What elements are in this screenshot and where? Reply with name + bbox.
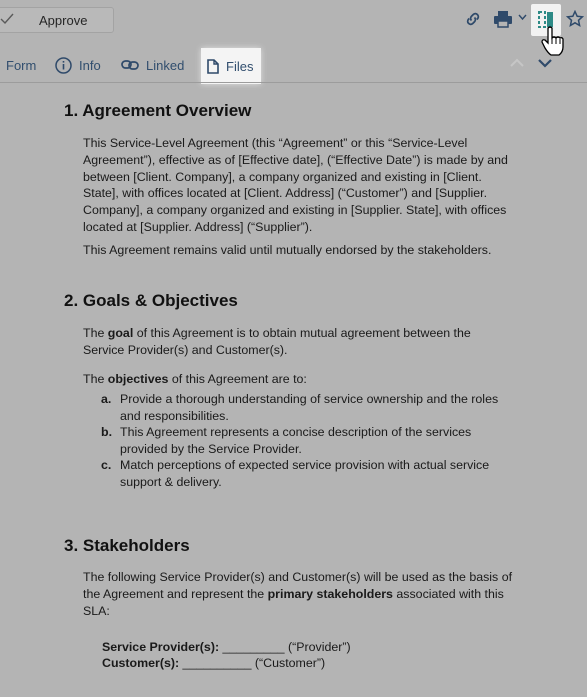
list-marker: a.	[101, 392, 112, 406]
stakeholders-pre-text: The following Service Provider(s) and Customer(s) will be used as the basis of the Agreement and represent the	[83, 570, 513, 601]
list-text: Match perceptions of expected service provision with actual service support & delivery.	[120, 458, 490, 489]
chevron-down-icon[interactable]	[537, 58, 553, 68]
tab-info-label: Info	[79, 57, 101, 73]
list-marker: b.	[101, 425, 113, 439]
customer-line	[102, 655, 325, 671]
approve-button[interactable]	[0, 7, 114, 33]
toolbar	[0, 0, 587, 42]
star-icon[interactable]	[566, 10, 584, 28]
list-marker: c.	[101, 458, 112, 472]
goal-paragraph	[83, 325, 483, 359]
divider	[0, 82, 587, 83]
check-icon	[0, 12, 14, 26]
approve-label: Approve	[39, 13, 88, 28]
caret-down-icon[interactable]	[518, 14, 527, 21]
tab-bar	[0, 48, 587, 82]
provider-label: Service Provider(s):	[102, 640, 220, 654]
tab-files-label: Files	[226, 58, 254, 74]
file-icon	[207, 59, 219, 74]
section-2-heading: 2. Goals & Objectives	[64, 291, 238, 310]
obj-bold-text: objectives	[107, 372, 169, 386]
tab-linked-label: Linked	[146, 57, 185, 73]
list-text: Provide a thorough understanding of service ownership and the roles and responsibilities.	[120, 392, 499, 423]
print-icon[interactable]	[493, 10, 513, 28]
stakeholders-paragraph	[83, 569, 519, 619]
provider-value: _________ (“Provider”)	[219, 640, 351, 654]
tab-linked[interactable]	[121, 48, 184, 82]
goal-pre-text: The	[83, 326, 108, 340]
link-icon[interactable]	[464, 10, 482, 28]
customer-value: __________ (“Customer”)	[179, 656, 326, 670]
goal-post-text: of this Agreement is to obtain mutual agreement between the Service Provider(s) and Customer(s).	[83, 326, 471, 357]
chevron-up-icon[interactable]	[509, 58, 525, 68]
section-1-paragraph-1: This Service-Level Agreement (this “Agreement” or this “Service-Level Agreement”), effective as of [Effective date], (“Effective Date”) is made by and between [Client. Company], a company organized and existing in [Client. State], with offices located at [Client. Address] (“Customer”) and [Supplier. Company], a company organized and existing in [Supplier. State], with offices located at [Supplier. Address] (“Supplier”).	[83, 136, 508, 234]
section-1-paragraph-2: This Agreement remains valid until mutually endorsed by the stakeholders.	[83, 243, 492, 257]
obj-post-text: of this Agreement are to:	[168, 372, 307, 386]
stakeholders-bold-text: primary stakeholders	[267, 586, 393, 601]
list-text: This Agreement represents a concise description of the services provided by the Service Provider.	[120, 425, 472, 456]
tab-info[interactable]	[55, 48, 101, 82]
section-1-heading: 1. Agreement Overview	[64, 101, 252, 120]
goal-bold-text: goal	[107, 326, 134, 340]
obj-pre-text: The	[83, 372, 108, 386]
customer-label: Customer(s):	[102, 656, 180, 670]
tab-form[interactable]	[6, 48, 36, 82]
link-icon	[121, 59, 139, 71]
provider-line	[102, 639, 351, 655]
tab-files[interactable]	[201, 48, 261, 84]
objectives-paragraph	[83, 371, 483, 388]
section-3-heading: 3. Stakeholders	[64, 536, 190, 555]
stakeholders-post-text: associated with this SLA:	[83, 586, 504, 618]
tab-form-label: Form	[6, 57, 37, 73]
info-icon	[55, 57, 72, 74]
